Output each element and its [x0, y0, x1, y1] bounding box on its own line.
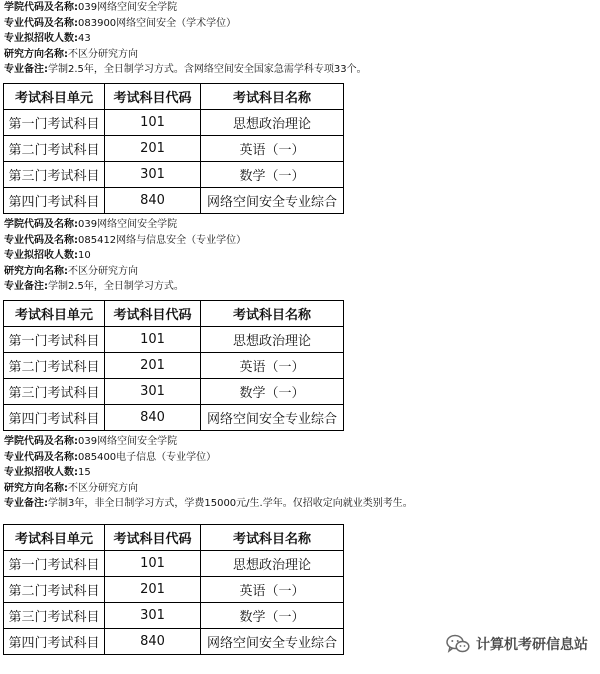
quota-label: 专业拟招收人数: [4, 33, 78, 45]
header-code: 考试科目代码 [105, 300, 201, 326]
header-unit: 考试科目单元 [4, 300, 105, 326]
college-line [4, 434, 600, 450]
table-row [4, 352, 344, 378]
subject-name: 数学（一） [201, 378, 344, 404]
table-row [4, 550, 344, 576]
major-line [4, 16, 600, 32]
table-header-row [4, 83, 344, 109]
subject-unit: 第三门考试科目 [4, 161, 105, 187]
subject-unit: 第三门考试科目 [4, 602, 105, 628]
program-info [0, 0, 600, 78]
table-header-row [4, 524, 344, 550]
college-value: 039网络空间安全学院 [78, 218, 178, 230]
subject-name: 网络空间安全专业综合 [201, 187, 344, 213]
quota-line [4, 31, 600, 47]
subject-unit: 第一门考试科目 [4, 109, 105, 135]
major-label: 专业代码及名称: [4, 234, 78, 246]
major-value: 083900网络空间安全（学术学位） [78, 17, 237, 29]
watermark-text: 计算机考研信息站 [476, 637, 588, 653]
subject-name: 思想政治理论 [201, 109, 344, 135]
exam-subjects-table [3, 300, 344, 431]
subject-name: 思想政治理论 [201, 550, 344, 576]
major-label: 专业代码及名称: [4, 17, 78, 29]
college-label: 学院代码及名称: [4, 435, 78, 447]
quota-line [4, 248, 600, 264]
college-label: 学院代码及名称: [4, 2, 78, 13]
subject-unit: 第四门考试科目 [4, 187, 105, 213]
subject-name: 数学（一） [201, 602, 344, 628]
subject-code: 101 [105, 326, 201, 352]
remark-line [4, 496, 600, 512]
remark-label: 专业备注: [4, 281, 48, 293]
direction-label: 研究方向名称: [4, 265, 68, 277]
remark-label: 专业备注: [4, 498, 48, 510]
quota-line [4, 465, 600, 481]
header-code: 考试科目代码 [105, 83, 201, 109]
remark-value: 学制3年，非全日制学习方式，学费15000元/生.学年。仅招收定向就业类别考生。 [48, 498, 413, 510]
subject-name: 英语（一） [201, 352, 344, 378]
subject-code: 301 [105, 602, 201, 628]
subject-unit: 第二门考试科目 [4, 135, 105, 161]
table-row [4, 187, 344, 213]
quota-value: 15 [78, 467, 91, 479]
quota-label: 专业拟招收人数: [4, 250, 78, 262]
subject-unit: 第二门考试科目 [4, 352, 105, 378]
remark-label: 专业备注: [4, 64, 48, 76]
remark-value: 学制2.5年，全日制学习方式。含网络空间安全国家急需学科专项33个。 [48, 64, 367, 76]
direction-label: 研究方向名称: [4, 48, 68, 60]
subject-name: 网络空间安全专业综合 [201, 404, 344, 430]
subject-code: 101 [105, 550, 201, 576]
exam-subjects-table [3, 524, 344, 655]
major-line [4, 233, 600, 249]
college-line [4, 0, 600, 16]
subject-name: 英语（一） [201, 135, 344, 161]
header-name: 考试科目名称 [201, 83, 344, 109]
major-label: 专业代码及名称: [4, 451, 78, 463]
major-line [4, 450, 600, 466]
direction-value: 不区分研究方向 [68, 482, 138, 494]
subject-unit: 第四门考试科目 [4, 404, 105, 430]
subject-code: 101 [105, 109, 201, 135]
table-row [4, 161, 344, 187]
subject-code: 201 [105, 576, 201, 602]
table-row [4, 109, 344, 135]
subject-code: 201 [105, 135, 201, 161]
program-section-1 [0, 0, 600, 214]
subject-unit: 第三门考试科目 [4, 378, 105, 404]
college-value: 039网络空间安全学院 [78, 435, 178, 447]
watermark [446, 634, 588, 654]
quota-value: 10 [78, 250, 91, 262]
direction-line [4, 264, 600, 280]
direction-line [4, 481, 600, 497]
remark-line [4, 62, 600, 78]
subject-code: 201 [105, 352, 201, 378]
direction-value: 不区分研究方向 [68, 265, 138, 277]
subject-code: 840 [105, 404, 201, 430]
program-info [0, 434, 600, 512]
subject-name: 网络空间安全专业综合 [201, 628, 344, 654]
subject-name: 思想政治理论 [201, 326, 344, 352]
subject-unit: 第一门考试科目 [4, 326, 105, 352]
college-line [4, 217, 600, 233]
college-value: 039网络空间安全学院 [78, 2, 178, 13]
program-section-3 [0, 434, 600, 655]
remark-line [4, 279, 600, 295]
header-unit: 考试科目单元 [4, 83, 105, 109]
college-label: 学院代码及名称: [4, 218, 78, 230]
wechat-icon [446, 634, 470, 654]
subject-name: 英语（一） [201, 576, 344, 602]
subject-code: 840 [105, 628, 201, 654]
table-row [4, 135, 344, 161]
table-row [4, 576, 344, 602]
header-unit: 考试科目单元 [4, 524, 105, 550]
quota-value: 43 [78, 33, 91, 45]
header-name: 考试科目名称 [201, 524, 344, 550]
table-row [4, 404, 344, 430]
subject-unit: 第二门考试科目 [4, 576, 105, 602]
header-code: 考试科目代码 [105, 524, 201, 550]
direction-value: 不区分研究方向 [68, 48, 138, 60]
program-info [0, 217, 600, 295]
table-row [4, 326, 344, 352]
table-row [4, 602, 344, 628]
major-value: 085412网络与信息安全（专业学位） [78, 234, 247, 246]
quota-label: 专业拟招收人数: [4, 467, 78, 479]
direction-label: 研究方向名称: [4, 482, 68, 494]
major-value: 085400电子信息（专业学位） [78, 451, 217, 463]
subject-code: 301 [105, 378, 201, 404]
program-section-2 [0, 217, 600, 431]
header-name: 考试科目名称 [201, 300, 344, 326]
subject-code: 840 [105, 187, 201, 213]
remark-value: 学制2.5年，全日制学习方式。 [48, 281, 184, 293]
subject-name: 数学（一） [201, 161, 344, 187]
subject-unit: 第一门考试科目 [4, 550, 105, 576]
table-header-row [4, 300, 344, 326]
subject-unit: 第四门考试科目 [4, 628, 105, 654]
subject-code: 301 [105, 161, 201, 187]
table-row [4, 378, 344, 404]
exam-subjects-table [3, 83, 344, 214]
direction-line [4, 47, 600, 63]
table-row [4, 628, 344, 654]
